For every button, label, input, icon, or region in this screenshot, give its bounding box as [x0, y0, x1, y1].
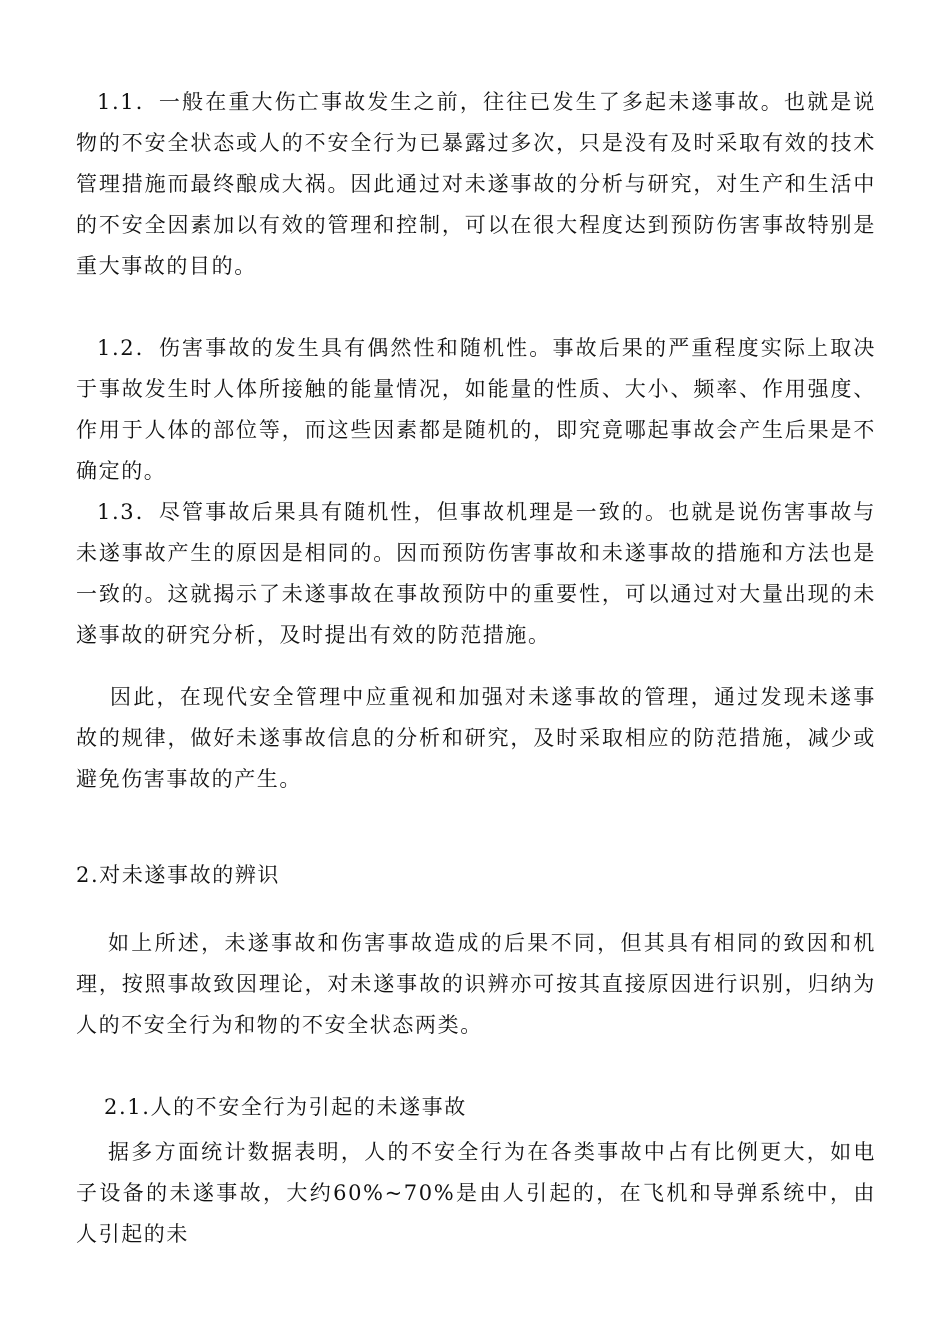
section-heading-2: 2.对未遂事故的辨识: [76, 863, 281, 887]
subsection-heading-2-1: 2.1.人的不安全行为引起的未遂事故: [104, 1095, 467, 1119]
paragraph-2-intro: 如上所述，未遂事故和伤害事故造成的后果不同，但其具有相同的致因和机理，按照事故致因理论，对未遂事故的识辨亦可按其直接原因进行识别，归纳为人的不安全行为和物的不安全状态两类。: [76, 931, 876, 1037]
paragraph-2-1: 据多方面统计数据表明，人的不安全行为在各类事故中占有比例更大，如电子设备的未遂事故，大约60%~70%是由人引起的，在飞机和导弹系统中，由人引起的未: [76, 1140, 876, 1246]
paragraph-1-3: 1.3．尽管事故后果具有随机性，但事故机理是一致的。也就是说伤害事故与未遂事故产生的原因是相同的。因而预防伤害事故和未遂事故的措施和方法也是一致的。这就揭示了未遂事故在事故预防中的重要性，可以通过对大量出现的未遂事故的研究分析，及时提出有效的防范措施。: [76, 500, 876, 647]
paragraph-1-1: 1.1．一般在重大伤亡事故发生之前，往往已发生了多起未遂事故。也就是说物的不安全状态或人的不安全行为已暴露过多次，只是没有及时采取有效的技术管理措施而最终酿成大祸。因此通过对未遂事故的分析与研究，对生产和生活中的不安全因素加以有效的管理和控制，可以在很大程度达到预防伤害事故特别是重大事故的目的。: [76, 90, 876, 278]
paragraph-1-2: 1.2．伤害事故的发生具有偶然性和随机性。事故后果的严重程度实际上取决于事故发生时人体所接触的能量情况，如能量的性质、大小、频率、作用强度、作用于人体的部位等，而这些因素都是随机的，即究竟哪起事故会产生后果是不确定的。: [76, 336, 876, 483]
paragraph-summary: 因此，在现代安全管理中应重视和加强对未遂事故的管理，通过发现未遂事故的规律，做好未遂事故信息的分析和研究，及时采取相应的防范措施，减少或避免伤害事故的产生。: [76, 685, 876, 791]
